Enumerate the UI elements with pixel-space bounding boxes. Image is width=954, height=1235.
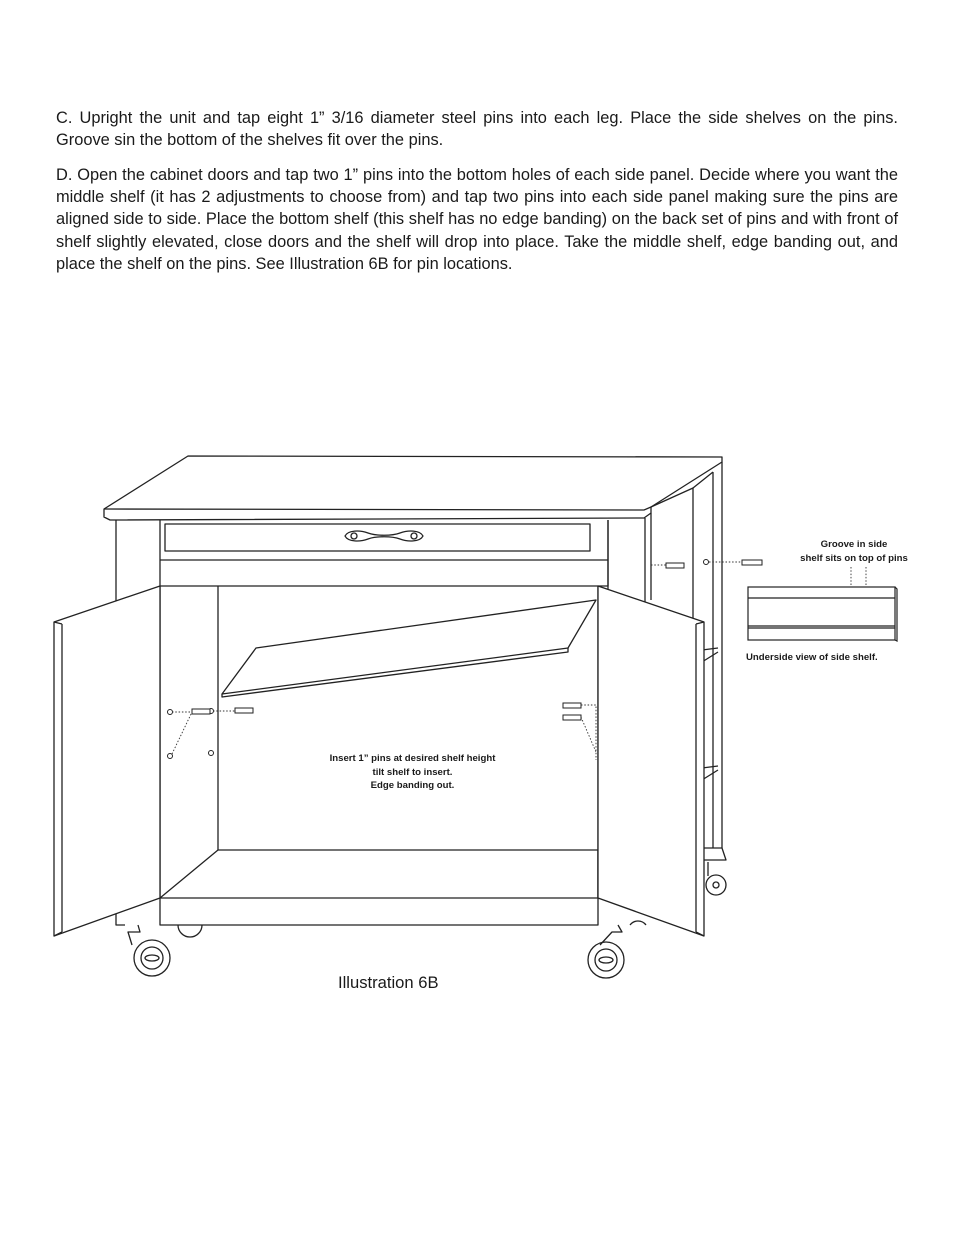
underside-label: Underside view of side shelf. [746, 652, 878, 663]
pin [563, 703, 581, 708]
groove-label-line: shelf sits on top of pins [800, 552, 908, 564]
insert-label-line: Insert 1” pins at desired shelf height [329, 753, 496, 764]
door-right [598, 586, 704, 936]
caster-front-right [588, 942, 624, 978]
caster-front-left [134, 940, 170, 976]
pin [192, 709, 210, 714]
groove-label-line: Groove in side [820, 539, 888, 550]
side-panel-right [645, 513, 651, 603]
middle-shelf [222, 600, 596, 694]
illustration-caption: Illustration 6B [338, 973, 439, 992]
drawer [160, 520, 608, 586]
pin [742, 560, 762, 565]
insert-pins-label [300, 752, 525, 793]
groove-label [780, 538, 928, 565]
pin [563, 715, 581, 720]
insert-label-line: Edge banding out. [370, 780, 455, 791]
step-c-paragraph: C. Upright the unit and tap eight 1” 3/16 diameter steel pins into each leg. Place the side shelves on the pins. Groove sin the bottom of the shelves fit over the pins. [56, 109, 898, 150]
door-left [54, 586, 160, 936]
insert-label-line: tilt shelf to insert. [372, 766, 453, 778]
pin [666, 563, 684, 568]
side-shelf-underside-view [748, 587, 897, 641]
pin [235, 708, 253, 713]
step-d-paragraph: D. Open the cabinet doors and tap two 1” pins into the bottom holes of each side panel. Decide where you want the middle shelf (it has 2 adjustments to choose from) and tap two pins into each side panel making sure the pins are aligned side to side. Place the bottom shelf (this shelf has no edge banding) on the back set of pins and with front of shelf slightly elevated, close doors and the shelf will drop into place. Take the middle shelf, edge banding out, and place the shelf on the pins. See Illustration 6B for pin locations. [56, 166, 898, 273]
cabinet-illustration [0, 430, 954, 1000]
